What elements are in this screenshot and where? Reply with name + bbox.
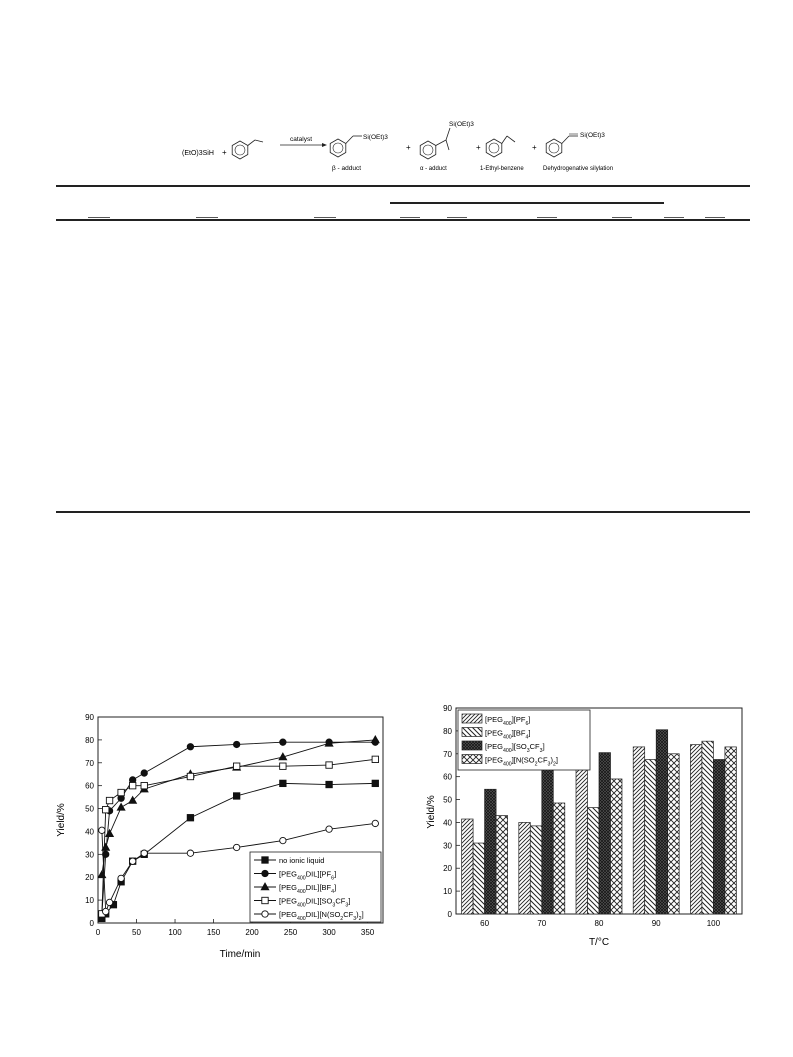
- legend-swatch: [462, 741, 482, 750]
- data-point: [141, 782, 147, 788]
- bar: [588, 808, 600, 914]
- data-point: [141, 770, 147, 776]
- data-point: [99, 827, 105, 833]
- bar: [553, 803, 565, 914]
- bar-group-90: [633, 730, 679, 914]
- data-point: [372, 820, 378, 826]
- data-point: [106, 797, 112, 803]
- x-tick-label: 300: [322, 928, 336, 937]
- table-header-bottom-rule: [56, 219, 750, 221]
- bar: [542, 770, 554, 914]
- bar: [633, 747, 645, 914]
- y-tick-label: 50: [85, 804, 94, 814]
- y-tick-label: 20: [85, 873, 94, 883]
- silane-label: (EtO)3SiH: [182, 150, 214, 157]
- data-point: [187, 773, 193, 779]
- data-point: [106, 830, 114, 837]
- dehydrogenative-group: Si(OEt)3: [580, 132, 605, 139]
- x-tick-label: 60: [480, 919, 490, 928]
- legend-label: $[PEG_{400}][N(SO_2CF_3)_2]$: [485, 755, 558, 768]
- bar-group-80: [576, 749, 622, 914]
- bar: [702, 741, 714, 914]
- data-point: [103, 908, 109, 914]
- reaction-scheme: [170, 112, 640, 174]
- legend-label: $[PEG_{400}][SO_3CF_3]$: [485, 742, 545, 754]
- table-bottom-rule: [56, 511, 750, 513]
- y-tick-label: 80: [85, 735, 94, 745]
- y-tick-label: 70: [443, 749, 452, 759]
- legend-label: $[PEG_{400}DIL][SO_3CF_3]$: [279, 896, 351, 909]
- table-column-mark: [705, 217, 725, 218]
- table-column-mark: [664, 217, 684, 218]
- y-tick-label: 90: [85, 713, 94, 722]
- table-top-rule: [56, 185, 750, 187]
- reaction-arrow: [280, 143, 327, 147]
- alpha-adduct-label: α - adduct: [420, 166, 447, 172]
- x-tick-label: 80: [594, 919, 604, 928]
- y-tick-label: 80: [443, 726, 452, 736]
- data-point: [141, 850, 147, 856]
- x-tick-label: 50: [132, 928, 141, 937]
- table-header-span-rule: [390, 202, 664, 204]
- alpha-adduct-group: Si(OEt)3: [449, 121, 474, 128]
- y-tick-label: 20: [443, 864, 452, 874]
- bar: [496, 816, 508, 914]
- data-point: [187, 744, 193, 750]
- data-point: [372, 780, 378, 786]
- beta-adduct-label: β - adduct: [332, 165, 362, 172]
- bar: [645, 760, 657, 915]
- x-axis-label: Time/min: [219, 949, 261, 960]
- data-point: [233, 741, 239, 747]
- dehydrogenative-label: Dehydrogenative silylation: [543, 166, 614, 172]
- y-tick-label: 0: [89, 919, 94, 928]
- bar: [611, 779, 623, 914]
- ethylbenzene-structure: [486, 136, 515, 157]
- data-point: [280, 780, 286, 786]
- data-point: [233, 763, 239, 769]
- legend-marker: [262, 857, 268, 863]
- plus-sign-2: +: [406, 143, 411, 152]
- x-tick-label: 70: [537, 919, 547, 928]
- bar: [656, 730, 668, 914]
- y-axis-label: Yield/%: [56, 803, 67, 837]
- legend-label: $[PEG_{400}][BF_4]$: [485, 728, 531, 741]
- bar: [473, 843, 485, 914]
- data-point: [371, 736, 379, 743]
- ethylbenzene-label: 1-Ethyl-benzene: [480, 166, 524, 172]
- yield-vs-time-chart: [50, 705, 395, 970]
- plus-sign-3: +: [476, 143, 481, 152]
- plus-sign: +: [222, 148, 227, 157]
- x-tick-label: 200: [245, 928, 259, 937]
- bar-group-70: [519, 770, 565, 914]
- bar: [668, 754, 680, 914]
- beta-adduct-group: Si(OEt)3: [363, 134, 388, 141]
- y-tick-label: 40: [443, 818, 452, 828]
- y-tick-label: 10: [443, 887, 452, 897]
- arrow-label: catalyst: [290, 136, 313, 143]
- y-tick-label: 60: [85, 781, 94, 791]
- legend-label: $[PEG_{400}DIL][N(SO_2CF_3)_2]$: [279, 910, 364, 922]
- table-column-mark: [88, 217, 110, 218]
- x-tick-label: 90: [651, 919, 661, 928]
- data-point: [187, 850, 193, 856]
- y-tick-label: 10: [85, 896, 94, 906]
- legend-swatch: [462, 714, 482, 723]
- x-tick-label: 0: [95, 928, 101, 937]
- data-point: [118, 789, 124, 795]
- legend-marker: [262, 911, 268, 917]
- data-point: [233, 793, 239, 799]
- data-point: [187, 815, 193, 821]
- data-point: [326, 781, 332, 787]
- bar: [519, 822, 531, 914]
- x-axis-label: T/°C: [588, 937, 610, 948]
- bar: [462, 819, 474, 914]
- bar: [485, 789, 497, 914]
- y-tick-label: 30: [443, 841, 452, 851]
- legend-marker: [262, 870, 268, 876]
- data-point: [280, 739, 286, 745]
- bar-group-60: [462, 789, 508, 914]
- data-point: [118, 875, 124, 881]
- data-point: [280, 837, 286, 843]
- y-tick-label: 70: [85, 758, 94, 768]
- yield-vs-temperature-chart: [425, 700, 760, 955]
- data-point: [233, 844, 239, 850]
- data-point: [326, 762, 332, 768]
- y-tick-label: 0: [447, 910, 452, 919]
- x-tick-label: 100: [706, 919, 721, 928]
- data-point: [103, 807, 109, 813]
- legend-swatch: [462, 728, 482, 737]
- table-column-mark: [612, 217, 632, 218]
- y-tick-label: 30: [85, 850, 94, 860]
- x-tick-label: 350: [360, 928, 375, 937]
- dehydrogenative-product-structure: [546, 134, 578, 157]
- bar: [530, 826, 542, 914]
- legend-label: $[PEG_{400}][PF_6]$: [485, 715, 531, 727]
- y-tick-label: 40: [85, 827, 94, 837]
- plus-sign-4: +: [532, 143, 537, 152]
- data-point: [326, 826, 332, 832]
- bar: [725, 747, 737, 914]
- legend-label: $[PEG_{400}DIL][BF_4]$: [279, 883, 337, 895]
- styrene-structure: [232, 140, 263, 159]
- legend-marker: [262, 897, 268, 903]
- bar: [576, 749, 588, 914]
- data-point: [106, 899, 112, 905]
- legend-label: no ionic liquid: [279, 856, 325, 865]
- bar: [599, 753, 611, 914]
- data-point: [372, 756, 378, 762]
- legend-label: $[PEG_{400}DIL][PF_6]$: [279, 869, 337, 882]
- table-column-mark: [447, 217, 467, 218]
- bar-group-100: [690, 741, 736, 914]
- data-point: [129, 858, 135, 864]
- y-tick-label: 60: [443, 772, 452, 782]
- data-point: [280, 763, 286, 769]
- data-point: [117, 803, 125, 810]
- y-tick-label: 90: [443, 704, 452, 713]
- beta-adduct-structure: [330, 136, 362, 157]
- alpha-adduct-structure: [420, 128, 450, 159]
- y-tick-label: 50: [443, 795, 452, 805]
- legend-swatch: [462, 755, 482, 764]
- bar: [713, 760, 725, 915]
- x-tick-label: 250: [283, 928, 298, 937]
- y-axis-label: Yield/%: [426, 795, 437, 829]
- table-column-mark: [314, 217, 336, 218]
- x-tick-label: 100: [168, 928, 182, 937]
- table-column-mark: [537, 217, 557, 218]
- table-column-mark: [196, 217, 218, 218]
- bar: [690, 745, 702, 914]
- x-tick-label: 150: [206, 928, 221, 937]
- data-point: [129, 782, 135, 788]
- table-column-mark: [400, 217, 420, 218]
